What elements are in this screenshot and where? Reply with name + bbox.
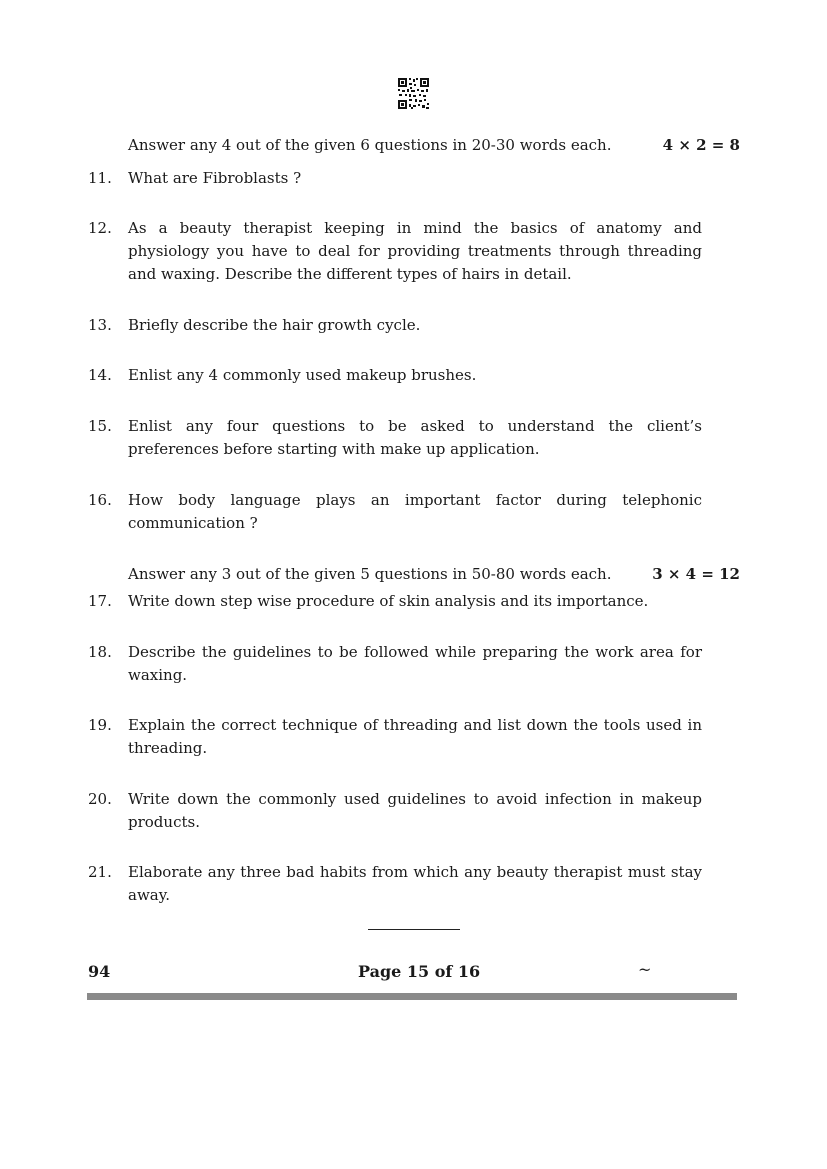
section-marks: 3 × 4 = 12 xyxy=(652,565,740,583)
page-number: Page 15 of 16 xyxy=(358,962,481,981)
question-item xyxy=(88,861,702,907)
question-item xyxy=(88,217,702,286)
question-number: 21. xyxy=(88,863,112,881)
question-text: How body language plays an important factor during telephonic communication ? xyxy=(128,491,702,532)
question-item xyxy=(88,714,702,760)
question-item xyxy=(88,788,702,834)
question-item xyxy=(88,415,702,461)
question-text: What are Fibroblasts ? xyxy=(128,169,302,187)
question-text: Explain the correct technique of threading and list down the tools used in threading. xyxy=(128,716,702,757)
footer-bar xyxy=(87,993,737,1000)
question-item xyxy=(88,641,702,687)
question-text: Enlist any four questions to be asked to understand the client’s preferences before starting with make up application. xyxy=(128,417,702,458)
paper-code: 94 xyxy=(88,962,111,981)
question-number: 11. xyxy=(88,169,112,187)
question-number: 18. xyxy=(88,643,112,661)
question-number: 12. xyxy=(88,219,112,237)
question-number: 20. xyxy=(88,790,112,808)
section-instruction xyxy=(128,134,740,156)
question-item xyxy=(88,167,702,190)
end-divider xyxy=(368,929,460,930)
question-number: 15. xyxy=(88,417,112,435)
question-number: 19. xyxy=(88,716,112,734)
instruction-text: Answer any 3 out of the given 5 questions in 50-80 words each. xyxy=(128,565,612,583)
footer-mark: ~ xyxy=(638,960,652,979)
question-text: Write down step wise procedure of skin analysis and its importance. xyxy=(128,592,649,610)
question-item xyxy=(88,590,702,613)
question-item xyxy=(88,314,702,337)
question-number: 13. xyxy=(88,316,112,334)
question-number: 14. xyxy=(88,366,112,384)
instruction-text: Answer any 4 out of the given 6 questions in 20-30 words each. xyxy=(128,136,612,154)
section-marks: 4 × 2 = 8 xyxy=(662,136,740,154)
question-text: Write down the commonly used guidelines to avoid infection in makeup products. xyxy=(128,790,702,831)
question-text: As a beauty therapist keeping in mind the basics of anatomy and physiology you have to deal for providing treatments through threading and waxing. Describe the different types of hairs in detail. xyxy=(128,219,702,283)
question-text: Describe the guidelines to be followed while preparing the work area for waxing. xyxy=(128,643,702,684)
qr-code xyxy=(397,77,430,110)
question-item xyxy=(88,489,702,535)
question-item xyxy=(88,364,702,387)
question-text: Enlist any 4 commonly used makeup brushes. xyxy=(128,366,477,384)
section-instruction xyxy=(128,563,740,585)
question-text: Elaborate any three bad habits from which any beauty therapist must stay away. xyxy=(128,863,702,904)
question-number: 17. xyxy=(88,592,112,610)
question-number: 16. xyxy=(88,491,112,509)
question-text: Briefly describe the hair growth cycle. xyxy=(128,316,421,334)
